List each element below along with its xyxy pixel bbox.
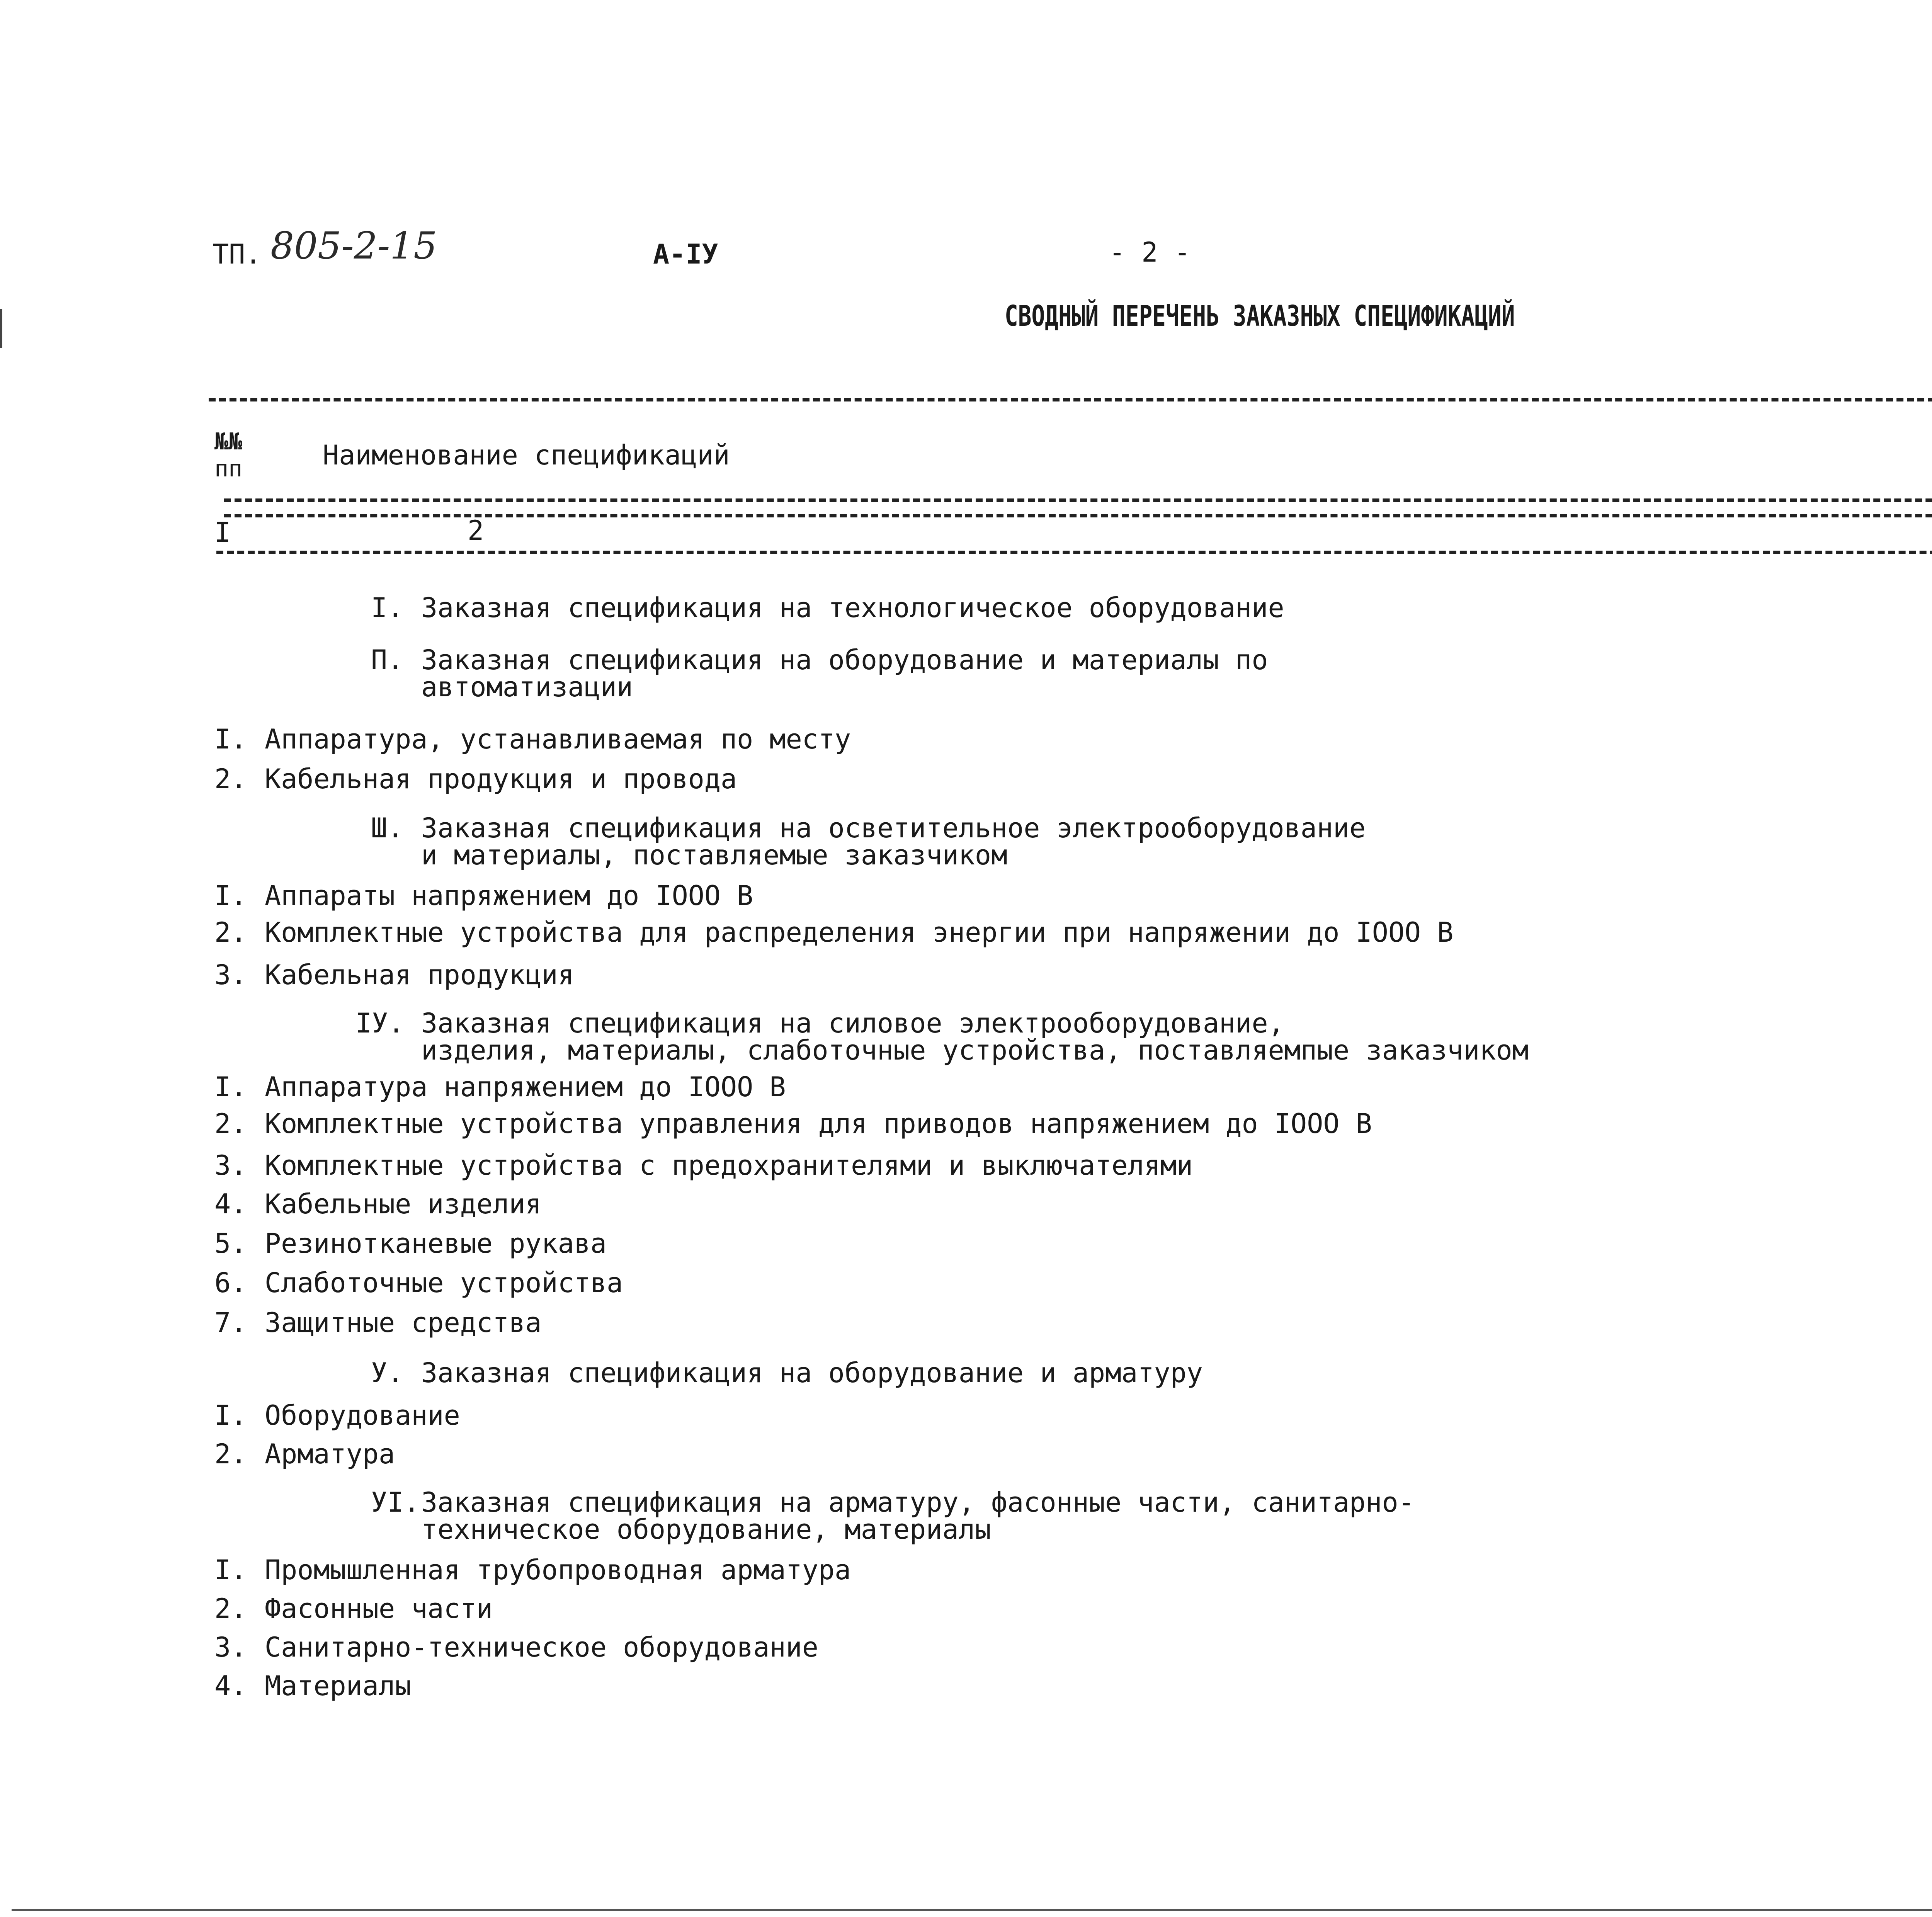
- section-title-line1: Заказная спецификация на осветительное электрооборудование: [421, 812, 1366, 844]
- table-index-bottom-rule: [216, 551, 1932, 554]
- section-heading: [371, 1488, 1415, 1517]
- section-heading: [355, 1009, 1284, 1038]
- list-item: I. Промышленная трубопроводная арматура: [214, 1554, 851, 1586]
- list-item: 4. Материалы: [214, 1670, 412, 1702]
- col-number-header-line2: пп: [214, 455, 243, 482]
- tp-number: 805-2-15: [270, 224, 437, 267]
- album-code: А-IУ: [653, 238, 718, 270]
- page-number: - 2 -: [1109, 236, 1190, 268]
- document-title: СВОДНЫЙ ПЕРЕЧЕНЬ ЗАКАЗНЫХ СПЕЦИФИКАЦИЙ: [1005, 299, 1515, 333]
- section-title-line1: Заказная спецификация на технологическое оборудование: [421, 592, 1284, 624]
- section-numeral: I.: [371, 592, 404, 624]
- list-item: 2. Кабельная продукция и провода: [214, 763, 737, 795]
- section-title-line1: Заказная спецификация на оборудование и арматуру: [421, 1357, 1203, 1389]
- list-item: I. Аппаратура напряжением до IOOO В: [214, 1071, 786, 1103]
- table-header-rule: [224, 498, 1932, 502]
- section-heading: [371, 593, 1284, 623]
- list-item: 2. Комплектные устройства для распределения энергии при напряжении до IOOO В: [214, 917, 1454, 948]
- section-numeral: У.: [371, 1357, 404, 1389]
- col-index-2: 2: [468, 515, 484, 546]
- list-item: 2. Арматура: [214, 1438, 395, 1470]
- section-numeral: Ш.: [371, 812, 404, 844]
- list-item: 4. Кабельные изделия: [214, 1188, 542, 1220]
- section-heading: [371, 1358, 1203, 1388]
- section-numeral: УI.: [371, 1487, 420, 1518]
- section-title-line1: Заказная спецификация на оборудование и материалы по: [421, 644, 1268, 676]
- col-name-header: Наименование спецификаций: [323, 439, 730, 471]
- list-item: 7. Защитные средства: [214, 1307, 542, 1339]
- list-item: 2. Комплектные устройства управления для приводов напряжением до IOOO В: [214, 1108, 1372, 1140]
- table-top-rule: [209, 398, 1932, 401]
- scan-bottom-edge: [12, 1909, 1932, 1911]
- col-number-header-line1: №№: [214, 428, 243, 455]
- list-item: 3. Санитарно-техническое оборудование: [214, 1631, 818, 1663]
- section-title-line1: Заказная спецификация на силовое электрооборудование,: [421, 1007, 1284, 1039]
- section-title-line2: автоматизации: [421, 671, 633, 703]
- section-heading: [371, 645, 1268, 675]
- section-title-line2: изделия, материалы, слаботочные устройства, поставляемпые заказчиком: [421, 1034, 1529, 1066]
- col-index-1: I: [214, 517, 231, 548]
- list-item: 3. Комплектные устройства с предохранителями и выключателями: [214, 1150, 1193, 1181]
- section-title-line2: техническое оборудование, материалы: [421, 1514, 992, 1545]
- list-item: I. Оборудование: [214, 1400, 460, 1431]
- list-item: I. Аппаратура, устанавливаемая по месту: [214, 723, 851, 755]
- tp-prefix: ТП.: [213, 238, 262, 270]
- list-item: 3. Кабельная продукция: [214, 959, 574, 991]
- section-title-line1: Заказная спецификация на арматуру, фасонные части, санитарно-: [421, 1487, 1415, 1518]
- scan-edge-mark: [0, 309, 2, 348]
- list-item: I. Аппараты напряжением до IOOO В: [214, 880, 753, 912]
- list-item: 6. Слаботочные устройства: [214, 1267, 623, 1299]
- list-item: 2. Фасонные части: [214, 1593, 493, 1624]
- section-numeral: IУ.: [355, 1007, 405, 1039]
- section-heading: [371, 813, 1366, 843]
- section-title-line2: и материалы, поставляемые заказчиком: [421, 839, 1008, 871]
- section-numeral: П.: [371, 644, 404, 676]
- list-item: 5. Резинотканевые рукава: [214, 1228, 607, 1259]
